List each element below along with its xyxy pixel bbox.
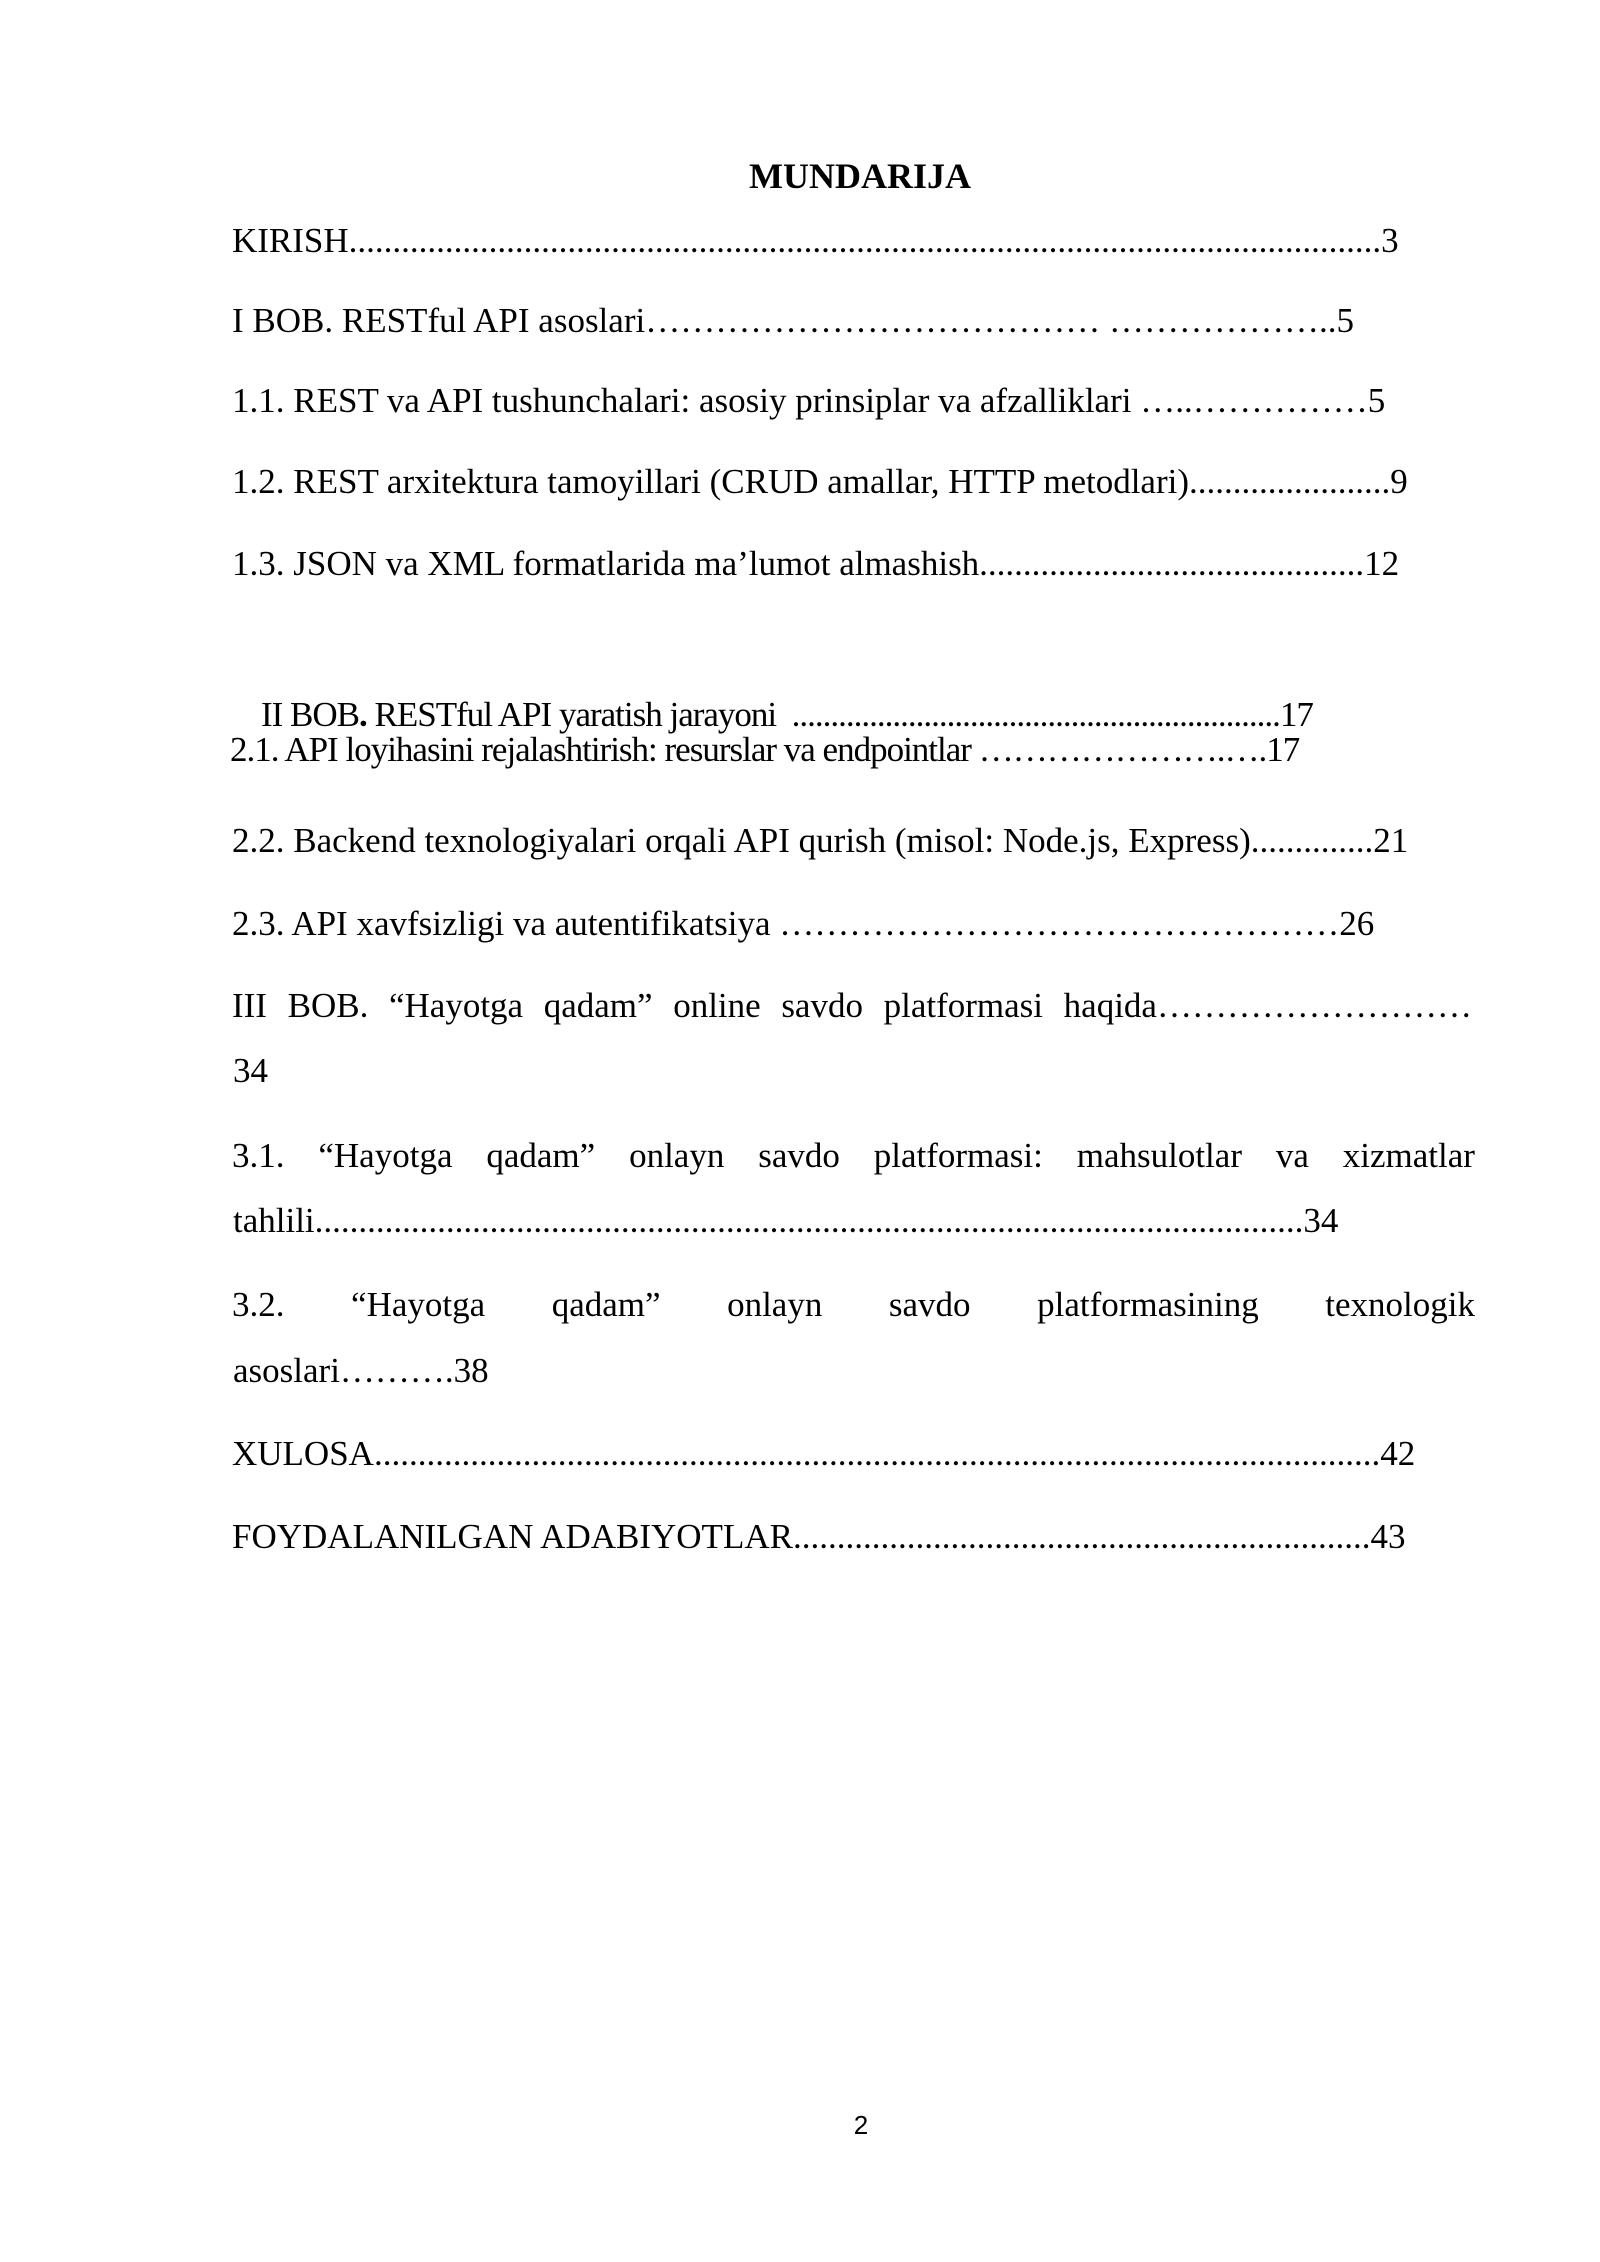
toc-word: online: [673, 986, 761, 1025]
toc-word: qadam”: [486, 1136, 596, 1175]
toc-title: MUNDARIJA: [749, 156, 971, 196]
toc-word: platformasi:: [873, 1136, 1043, 1175]
toc-word: savdo: [758, 1136, 840, 1175]
toc-entry-chapter-1: I BOB. RESTful API asoslari………………………………… ………………..5: [232, 301, 1354, 340]
toc-entry-section-1-2: 1.2. REST arxitektura tamoyillari (CRUD amallar, HTTP metodlari).......................9: [232, 462, 1408, 501]
toc-word: 3.1.: [232, 1136, 285, 1175]
toc-entry-chapter-3: [232, 983, 1472, 1029]
toc-entry-adabiyotlar: FOYDALANILGAN ADABIYOTLAR..................................................................43: [232, 1517, 1406, 1556]
toc-word: onlayn: [727, 1285, 823, 1324]
toc-entry-section-1-1: 1.1. REST va API tushunchalari: asosiy prinsiplar va afzalliklari …..……………5: [232, 381, 1386, 420]
chapter-2-dot: .: [359, 695, 367, 734]
toc-word: mahsulotlar: [1076, 1136, 1242, 1175]
toc-entry-section-3-2-end: asoslari……….38: [233, 1351, 489, 1390]
toc-entry-section-2-2: 2.2. Backend texnologiyalari orqali API qurish (misol: Node.js, Express)..............21: [232, 821, 1409, 860]
toc-word: xizmatlar: [1342, 1136, 1475, 1175]
toc-entry-chapter-3-page: 34: [233, 1051, 268, 1090]
toc-word: savdo: [888, 1285, 971, 1324]
toc-word: BOB.: [287, 986, 369, 1025]
toc-word: qadam”: [551, 1285, 661, 1324]
toc-entry-kirish: KIRISH......................................................................................................................3: [232, 221, 1399, 260]
toc-entry-section-2-1: 2.1. API loyihasini rejalashtirish: resurslar va endpointlar ………………….….17: [230, 730, 1300, 769]
toc-entry-section-3-1-end: tahlili.................................................................................................................34: [233, 1201, 1339, 1240]
toc-word: qadam”: [543, 986, 653, 1025]
toc-word: onlayn: [629, 1136, 725, 1175]
page-number: 2: [853, 2110, 869, 2140]
toc-word: “Hayotga: [351, 1285, 486, 1324]
toc-word: platformasi: [883, 986, 1044, 1025]
toc-word: “Hayotga: [388, 986, 524, 1025]
toc-entry-section-1-3: 1.3. JSON va XML formatlarida ma’lumot almashish............................................12: [232, 544, 1400, 583]
toc-word: platformasining: [1037, 1285, 1259, 1324]
toc-entry-xulosa: XULOSA...................................................................................................................42: [232, 1434, 1416, 1473]
toc-entry-section-3-2: [232, 1282, 1475, 1328]
toc-entry-section-2-3: 2.3. API xavfsizligi va autentifikatsiya …………………………………………26: [232, 904, 1375, 943]
toc-word: va: [1275, 1136, 1309, 1175]
toc-word: III: [232, 986, 267, 1025]
toc-entry-section-3-1: [232, 1133, 1475, 1179]
toc-word: “Hayotga: [318, 1136, 453, 1175]
chapter-2-title: RESTful API yaratish jarayoni ...............................................................17: [366, 695, 1313, 734]
toc-word: texnologik: [1325, 1285, 1475, 1324]
chapter-2-prefix: II BOB: [261, 695, 360, 734]
toc-word: haqida………………………: [1063, 986, 1472, 1025]
toc-word: savdo: [781, 986, 863, 1025]
toc-word: 3.2.: [232, 1285, 285, 1324]
